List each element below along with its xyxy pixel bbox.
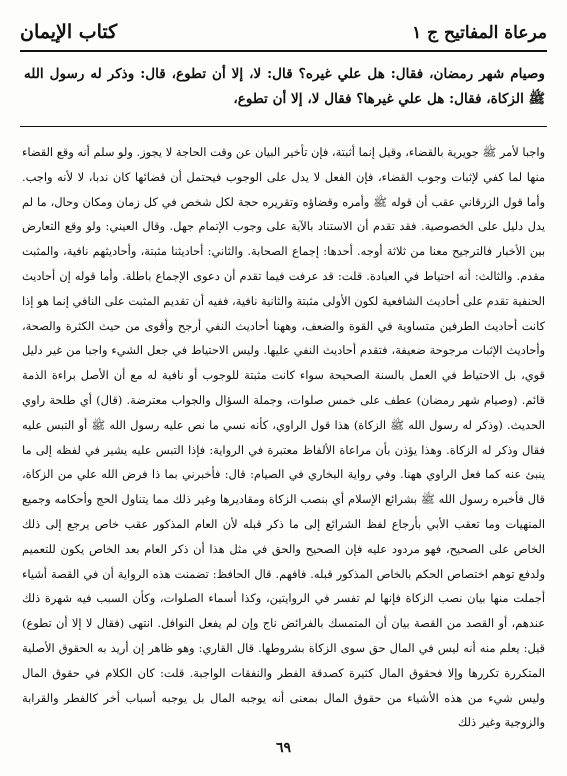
commentary-text <box>22 140 545 734</box>
book-title: مرعاة المفاتيح ج ١ <box>412 23 547 43</box>
hadith-text <box>24 62 545 112</box>
page-header <box>20 4 547 52</box>
commentary-paragraph: واجبا لأمر ﷺ جويرية بالقضاء، وقيل إنما أثبتة، فإن تأخير البيان عن وقت الحاجة لا يجوز. ولو سلم أنه وقع القضاء منها لما كفي لإثبات وجوب القضاء، فإن الفعل لا يدل على الوجوب فيحتمل أن قضائها كان ندبا، لا لأنه واجب. وأما قول الزرقاني عقب أن قوله ﷺ وأمره وقضاؤه وتقريره حجة لكل شخص في كل زمان ومكان وحال، ما لم يدل دليل على الخصوصية. فقد تقدم أن الاستناد بالآية على وجوب الإتمام جهل. وقال العيني: ولو وقع التعارض بين الأخبار فالترجيح معنا من ثلاثة أوجه. أحدها: إجماع الصحابة. والثاني: أحاديثنا مثبتة، وأحاديثهم نافية، والمثبت مقدم. والثالث: أنه احتياط في العبادة. قلت: قد عرفت فيما تقدم أن دعوى الإجماع باطلة. وأما قوله إن أحاديث الحنفية تقدم على أحاديث الشافعية لكون الأولى مثبتة والثانية نافية، ففيه أن تقديم المثبت على النافي إنما هو إذا كانت أحاديث الطرفين متساوية في القوة والضعف، وههنا أحاديث النفي أرجح وأقوى من حيث الكثرة والصحة، وأحاديث الإثبات مرجوحة ضعيفة، فتقدم أحاديث النفي عليها. وليس الاحتياط في جعل الشيء واجبا من غير دليل قوي، بل الاحتياط في العمل بالسنة الصحيحة سواء كانت مثبتة للوجوب أو نافية له مع أن الأصل براءة الذمة قائم. (وصيام شهر رمضان) عطف على خمس صلوات، وجملة السؤال والجواب معترضة. (قال) أي طلحة راوي الحديث. (وذكر له رسول الله ﷺ الزكاة) هذا قول الراوي، كأنه نسي ما نص عليه رسول الله ﷺ أو التبس عليه فقال وذكر له الزكاة. وهذا يؤذن بأن مراعاة الألفاظ معتبرة في الرواية: فإذا التبس عليه يشير في لفظه إلى ما ينبئ عنه كما فعل الراوي ههنا. وفي رواية البخاري في الصيام: قال: فأخبرني بما ذا فرض الله علي من الزكاة، قال فأخبره رسول الله ﷺ بشرائع الإسلام أي بنصب الزكاة ومقاديرها وغير ذلك مما يتناول الحج وأحكامه وجميع المنهيات وما تعقب الأبي بأرجاع لفظ الشرائع إلى ما ذكر قبله لأن العام المذكور عقب خاص يرجع إلى ذلك الخاص على الصحيح، فهو مردود عليه فإن الصحيح والحق في مثل هذا أن ذكر العام بعد الخاص يكون للتعميم ولدفع توهم اختصاص الحكم بالخاص المذكور قبله. فافهم. قال الحافظ: تضمنت هذه الرواية أن في القصة أشياء أجملت منها بيان نصب الزكاة فإنها لم تفسر في الروايتين، وكذا أسماء الصلوات، وكأن السبب فيه شهرة ذلك عندهم، أو القصد من القصة بيان أن المتمسك بالفرائض ناج وإن لم يفعل النوافل. انتهى (فقال لا إلا أن تطوع) قيل: يعلم منه أنه ليس في المال حق سوى الزكاة بشروطها. قال القاري: وهو ظاهر إن أريد به الحقوق الأصلية المتكررة تكررها وإلا فحقوق المال كثيرة كصدقة الفطر والنفقات الواجبة. قلت: كان الكلام في حقوق المال وليس شيء من هذه الأشياء من حقوق المال بمعنى أنه يوجبه المال بل يوجبه أسباب أخر كالفطر والقرابة والزوجية وغير ذلك <box>22 145 545 730</box>
section-divider <box>20 126 547 127</box>
page-number: ٦٩ <box>275 740 292 756</box>
hadith-paragraph: وصيام شهر رمضان، فقال: هل علي غيره؟ قال: لا، إلا أن تطوع، قال: وذكر له رسول الله ﷺ الزكاة، فقال: هل علي غيرها؟ فقال لا، إلا أن تطوع، <box>24 66 545 107</box>
chapter-title: كتاب الإيمان <box>20 21 118 43</box>
